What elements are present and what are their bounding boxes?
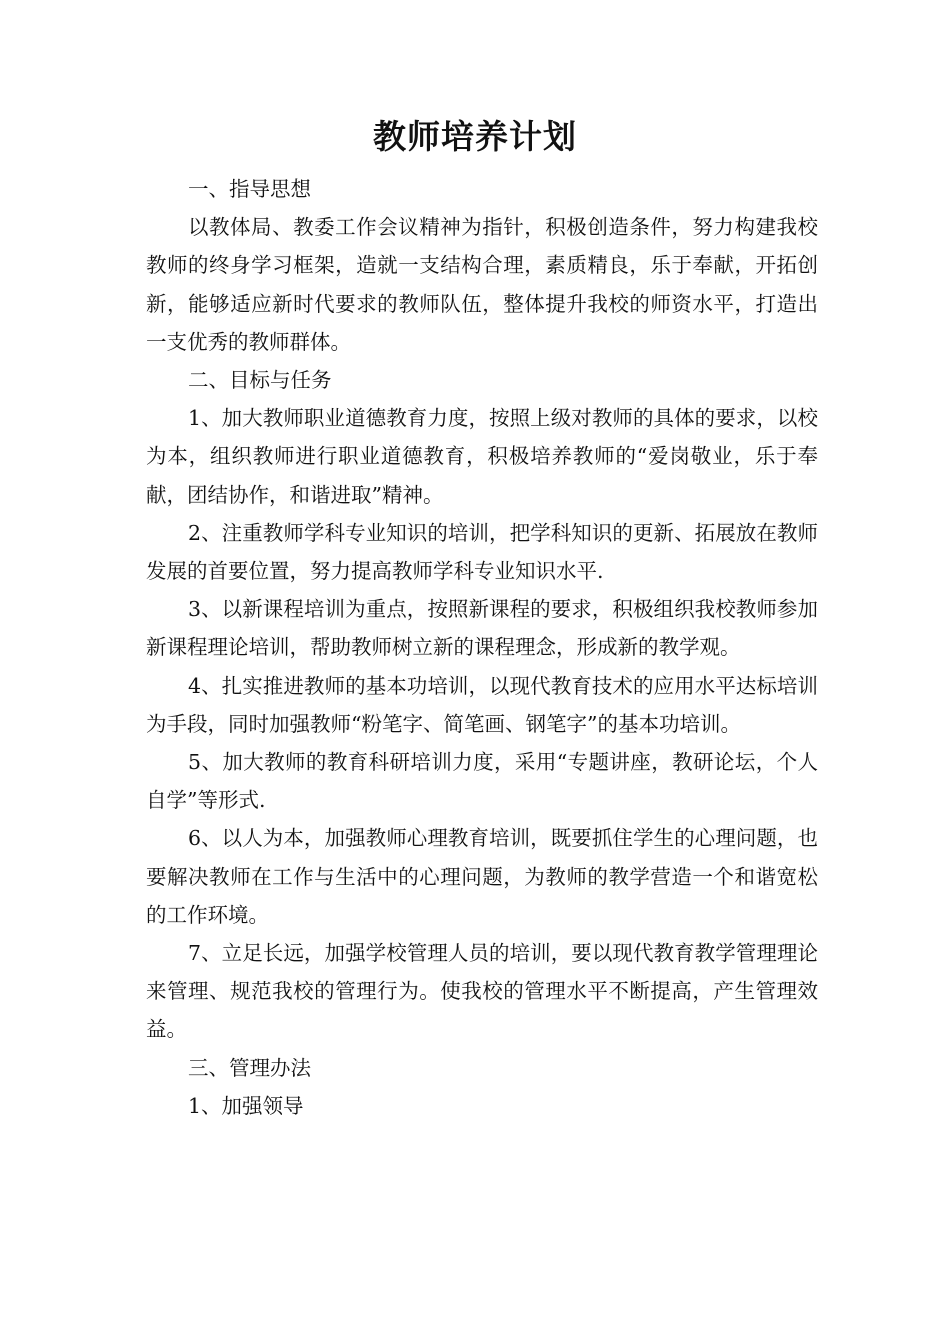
paragraph-goal-3: 3、以新课程培训为重点，按照新课程的要求，积极组织我校教师参加新课程理论培训，帮助教师树立新的课程理念，形成新的教学观。 [146,597,818,660]
section-heading-goals-tasks: 二、目标与任务 [188,368,332,393]
paragraph-goal-7: 7、立足长远，加强学校管理人员的培训，要以现代教育教学管理理论来管理、规范我校的管理行为。使我校的管理水平不断提高，产生管理效益。 [146,941,818,1042]
paragraph-goal-4: 4、扎实推进教师的基本功培训，以现代教育技术的应用水平达标培训为手段，同时加强教师“粉笔字、简笔画、钢笔字”的基本功培训。 [146,673,818,736]
section-heading-guiding-ideology: 一、指导思想 [188,177,311,201]
paragraph-goal-5: 5、加大教师的教育科研培训力度，采用“专题讲座，教研论坛，个人自学”等形式. [146,750,818,813]
subheading-strengthen-leadership: 1、加强领导 [188,1093,304,1118]
paragraph-guiding-ideology: 以教体局、教委工作会议精神为指针，积极创造条件，努力构建我校教师的终身学习框架，造就一支结构合理，素质精良，乐于奉献，开拓创新，能够适应新时代要求的教师队伍，整体提升我校的师资水平，打造出一支优秀的教师群体。 [146,215,818,354]
paragraph-goal-1: 1、加大教师职业道德教育力度，按照上级对教师的具体的要求，以校为本，组织教师进行职业道德教育，积极培养教师的“爱岗敬业，乐于奉献，团结协作，和谐进取”精神。 [146,406,818,507]
paragraph-goal-6: 6、以人为本，加强教师心理教育培训，既要抓住学生的心理问题，也要解决教师在工作与生活中的心理问题，为教师的教学营造一个和谐宽松的工作环境。 [146,826,818,927]
document-body [146,170,818,1125]
document-title: 教师培养计划 [373,117,577,156]
paragraph-goal-2: 2、注重教师学科专业知识的培训，把学科知识的更新、拓展放在教师发展的首要位置，努力提高教师学科专业知识水平. [146,520,818,584]
section-heading-management: 三、管理办法 [188,1055,311,1080]
